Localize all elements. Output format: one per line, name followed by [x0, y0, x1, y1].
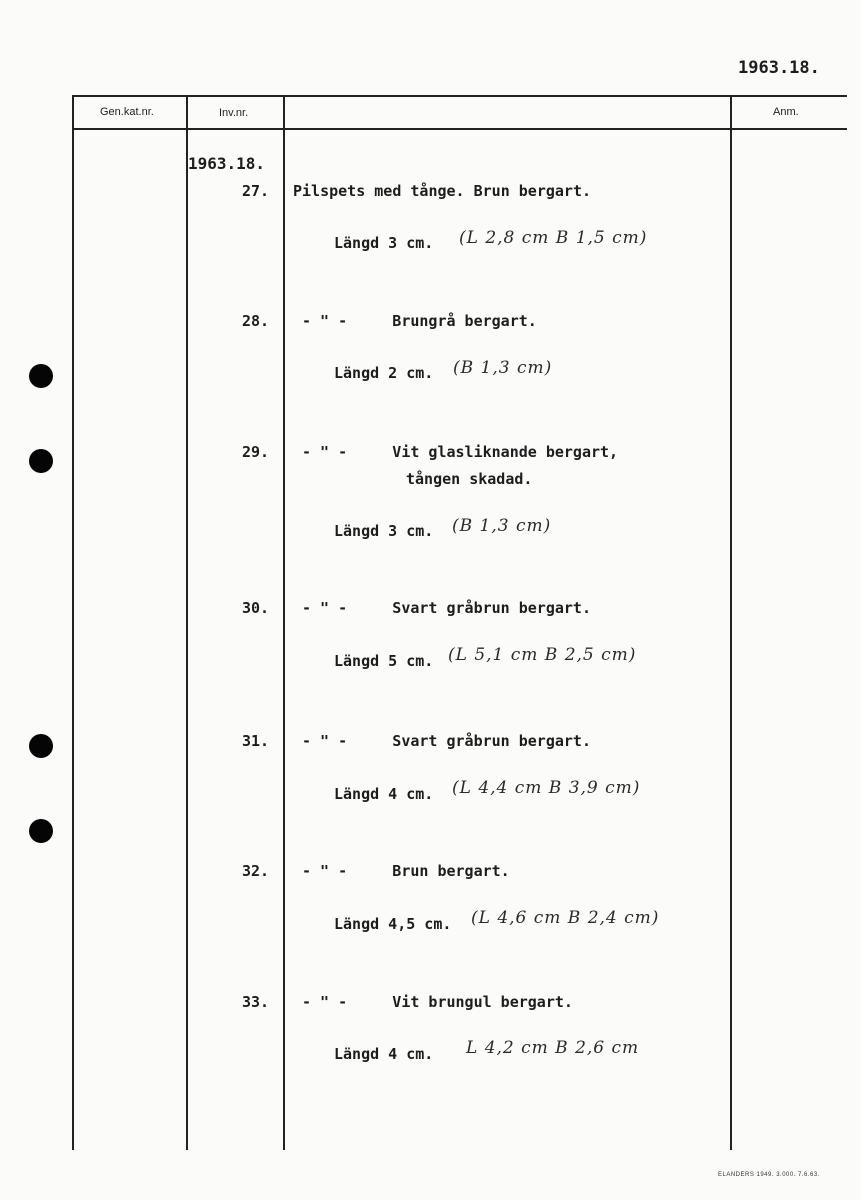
entry-length: Längd 3 cm. [334, 234, 434, 252]
binder-hole [29, 734, 53, 758]
entry-number: 30. [242, 599, 270, 617]
handwritten-measurement: (B 1,3 cm) [452, 516, 552, 536]
entry-description-continued: tången skadad. [406, 470, 533, 488]
entry-length: Längd 5 cm. [334, 652, 434, 670]
entry-description: - " - Svart gråbrun bergart. [302, 732, 591, 750]
column-divider [730, 95, 732, 1150]
binder-hole [29, 449, 53, 473]
column-header-gen-kat-nr: Gen.kat.nr. [100, 106, 154, 118]
entry-length: Längd 4 cm. [334, 785, 434, 803]
group-number: 1963.18. [188, 154, 266, 173]
entry-number: 33. [242, 993, 270, 1011]
handwritten-measurement: (L 5,1 cm B 2,5 cm) [448, 645, 637, 665]
column-header-inv-nr: Inv.nr. [219, 107, 249, 119]
entry-description: - " - Brungrå bergart. [302, 312, 537, 330]
handwritten-measurement: (L 4,6 cm B 2,4 cm) [471, 908, 660, 928]
entry-length: Längd 4,5 cm. [334, 915, 452, 933]
entry-description: - " - Vit glasliknande bergart, [302, 443, 619, 461]
column-divider [283, 95, 285, 1150]
entry-length: Längd 4 cm. [334, 1045, 434, 1063]
column-divider [186, 95, 188, 1150]
entry-length: Längd 3 cm. [334, 522, 434, 540]
column-header-anm: Anm. [773, 106, 799, 118]
entry-description: - " - Svart gråbrun bergart. [302, 599, 591, 617]
handwritten-measurement: (L 4,4 cm B 3,9 cm) [452, 778, 641, 798]
binder-hole [29, 364, 53, 388]
entry-number: 31. [242, 732, 270, 750]
handwritten-measurement: (L 2,8 cm B 1,5 cm) [459, 228, 648, 248]
entry-description: Pilspets med tånge. Brun bergart. [293, 182, 592, 200]
entry-number: 32. [242, 862, 270, 880]
column-divider [72, 95, 74, 1150]
page-number: 1963.18. [738, 58, 820, 78]
binder-hole [29, 819, 53, 843]
entry-description: - " - Brun bergart. [302, 862, 510, 880]
entry-number: 29. [242, 443, 270, 461]
printer-imprint: ELANDERS 1949. 3.000. 7.6.63. [718, 1172, 820, 1178]
entry-length: Längd 2 cm. [334, 364, 434, 382]
entry-description: - " - Vit brungul bergart. [302, 993, 573, 1011]
entry-number: 27. [242, 182, 270, 200]
entry-number: 28. [242, 312, 270, 330]
handwritten-measurement: L 4,2 cm B 2,6 cm [466, 1038, 640, 1058]
handwritten-measurement: (B 1,3 cm) [453, 358, 553, 378]
